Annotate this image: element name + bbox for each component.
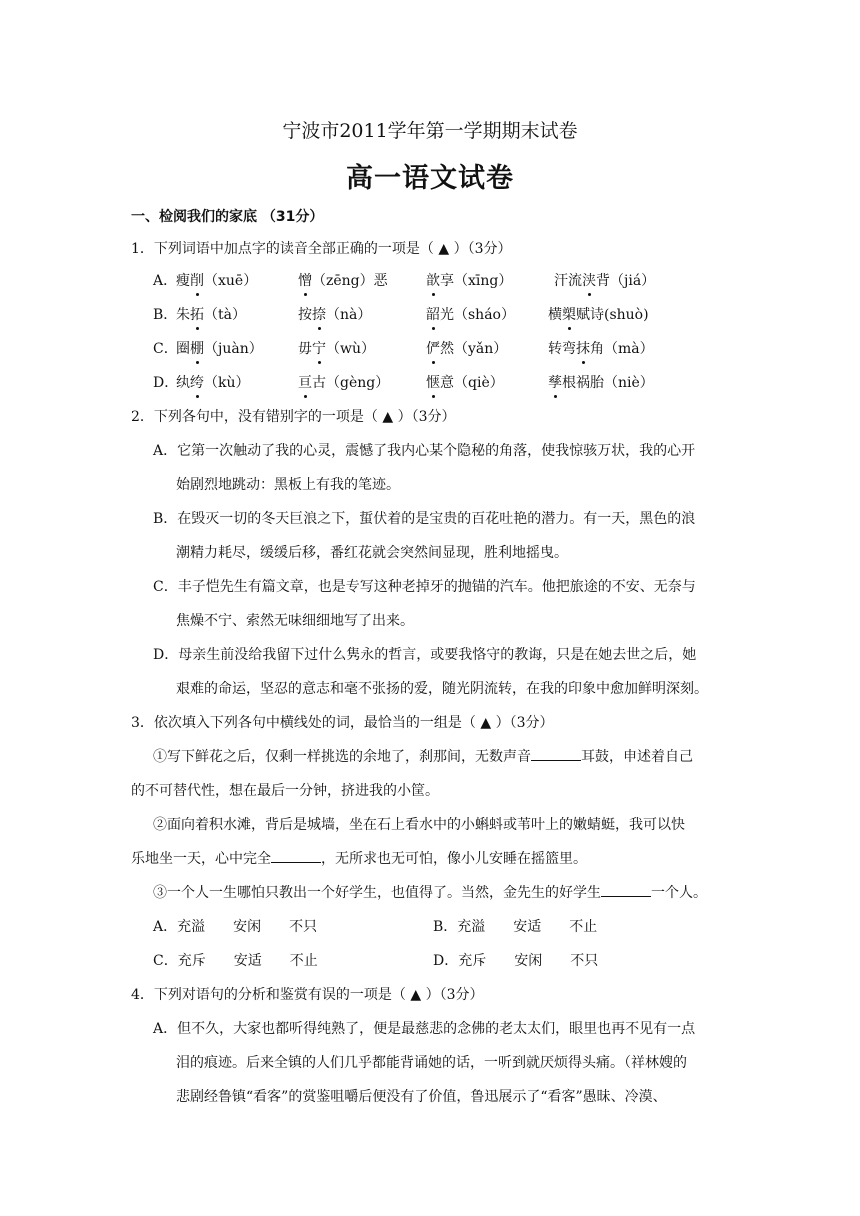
q2-option-a-line1: A．它第一次触动了我的心灵，震憾了我内心某个隐秘的角落，使我惊骇万状，我的心开: [153, 443, 696, 459]
q3-blank-3: [601, 884, 651, 897]
q1-c-option2: 毋宁（wù）: [298, 338, 375, 358]
q2-stem: 2．下列各句中，没有错别字的一项是（ ▲ ）（3分）: [131, 409, 456, 425]
q3-option-c: C．充斥 安适 不止: [153, 953, 318, 969]
q1-b-option1: 朱拓（tà）: [176, 304, 246, 324]
q2-option-b-line2: 潮精力耗尽，缓缓后移，番红花就会突然间显现，胜利地摇曳。: [176, 545, 568, 561]
q2-option-d-line2: 艰难的命运，坚忍的意志和毫不张扬的爱，随光阴流转，在我的印象中愈加鲜明深刻。: [176, 681, 708, 697]
q1-b-label: B．: [153, 307, 178, 323]
q2-option-d-line1: D．母亲生前没给我留下过什么隽永的哲言，或要我恪守的教诲，只是在她去世之后，她: [153, 647, 697, 663]
q3-sentence1-line2: 的不可替代性，想在最后一分钟，挤进我的小筐。: [131, 783, 439, 799]
q3-sentence2-line1: ②面向着积水滩，背后是城墙，坐在石上看水中的小蝌蚪或苇叶上的嫩蜻蜓，我可以快: [153, 817, 685, 833]
q1-c-option3: 俨然（yǎn）: [426, 338, 507, 358]
section-heading: 一、检阅我们的家底 （31分）: [131, 209, 324, 225]
q3-sentence3: ③一个人一生哪怕只教出一个好学生，也值得了。当然，金先生的好学生 一个人。: [153, 885, 707, 901]
q2-option-c-line2: 焦燥不宁、索然无味细细地写了出来。: [176, 613, 414, 629]
q1-c-option4: 转弯抹角（mà）: [548, 338, 654, 358]
q2-option-b-line1: B．在毁灭一切的冬天巨浪之下，蜇伏着的是宝贵的百花吐艳的潜力。有一天，黑色的浪: [153, 511, 696, 527]
q4-option-a-line1: A．但不久，大家也都听得纯熟了，便是最慈悲的念佛的老太太们，眼里也再不见有一点: [153, 1021, 696, 1037]
q3-option-d: D．充斥 安闲 不只: [433, 953, 599, 969]
q3-stem: 3．依次填入下列各句中横线处的词，最恰当的一组是（ ▲ ）（3分）: [131, 715, 554, 731]
q1-c-option1: 圈棚（juàn）: [176, 338, 263, 358]
q1-a-option1: 瘦削（xuē）: [176, 270, 257, 290]
q1-d-option1: 纨绔（kù）: [176, 372, 250, 392]
q1-c-label: C．: [153, 341, 178, 357]
q3-sentence2-line2: 乐地坐一天，心中完全 ，无所求也无可怕，像小儿安睡在摇篮里。: [131, 851, 587, 867]
q3-option-b: B．充溢 安适 不止: [433, 919, 598, 935]
q4-option-a-line3: 悲剧经鲁镇“看客”的赏鉴咀嚼后便没有了价值，鲁迅展示了“看客”愚昧、冷漠、: [176, 1089, 667, 1105]
q4-option-a-line2: 泪的痕迹。后来全镇的人们几乎都能背诵她的话，一听到就厌烦得头痛。（祥林嫂的: [176, 1055, 687, 1071]
q3-blank-2: [271, 850, 321, 863]
q1-b-option2: 按捺（nà）: [298, 304, 371, 324]
q1-a-option4: 汗流浃背（jiá）: [554, 270, 655, 290]
q3-option-a: A．充溢 安闲 不只: [153, 919, 318, 935]
q3-sentence1-line1: ①写下鲜花之后，仅剩一样挑选的余地了，刹那间，无数声音 耳鼓，申述着自己: [153, 749, 693, 765]
q1-d-option4: 孳根祸胎（niè）: [548, 372, 654, 392]
q4-stem: 4．下列对语句的分析和鉴赏有误的一项是（ ▲ ）（3分）: [131, 987, 484, 1003]
q1-a-option3: 歆享（xīng）: [426, 270, 512, 290]
q1-d-option3: 惬意（qiè）: [426, 372, 504, 392]
q2-option-c-line1: C．丰子恺先生有篇文章，也是专写这种老掉牙的抛锚的汽车。他把旅途的不安、无奈与: [153, 579, 696, 595]
exam-title: 宁波市2011学年第一学期期末试卷: [282, 120, 578, 142]
q1-d-option2: 亘古（gèng）: [298, 372, 389, 392]
q2-option-a-line2: 始剧烈地跳动：黑板上有我的笔迹。: [176, 477, 400, 493]
q1-a-option2: 憎（zēng）恶: [298, 270, 388, 290]
q1-b-option4: 横槊赋诗(shuò): [548, 304, 649, 324]
q1-stem: 1．下列词语中加点字的读音全部正确的一项是（ ▲ ）（3分）: [131, 241, 512, 257]
q1-d-label: D．: [153, 375, 179, 391]
exam-subtitle: 高一语文试卷: [346, 163, 514, 194]
q1-b-option3: 韶光（sháo）: [426, 304, 515, 324]
q1-a-label: A．: [153, 273, 178, 289]
q3-blank-1: [531, 748, 581, 761]
